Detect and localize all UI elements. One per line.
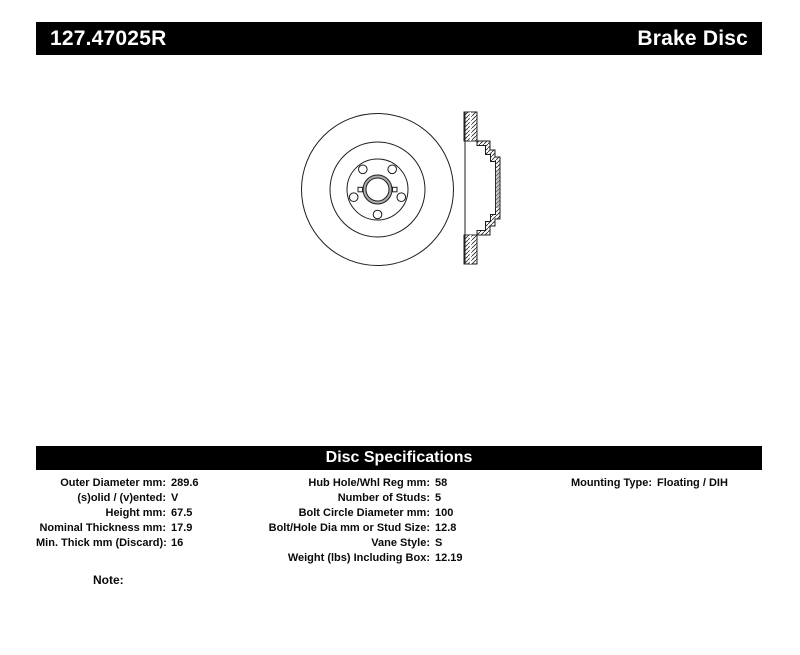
spec-label: Number of Studs:	[337, 492, 430, 504]
spec-label: Outer Diameter mm:	[60, 477, 166, 489]
page-header-bar	[36, 22, 762, 55]
spec-value: 67.5	[171, 507, 193, 519]
product-name: Brake Disc	[637, 26, 748, 50]
spec-value: S	[435, 537, 443, 549]
spec-row-weight	[140, 551, 463, 566]
spec-label: Min. Thick mm (Discard):	[36, 537, 167, 549]
spec-value: 17.9	[171, 522, 193, 534]
spec-label: Hub Hole/Whl Reg mm:	[308, 477, 430, 489]
spec-row-vane-style	[140, 536, 463, 551]
spec-value: 12.19	[435, 552, 463, 564]
spec-value: 58	[435, 477, 448, 489]
spec-label: Nominal Thickness mm:	[39, 522, 166, 534]
spec-value: 16	[171, 537, 184, 549]
brake-disc-front-view	[302, 114, 454, 266]
part-number: 127.47025R	[50, 26, 167, 50]
spec-label: Bolt Circle Diameter mm:	[298, 507, 430, 519]
spec-label: Vane Style:	[371, 537, 430, 549]
spec-row-mounting-type	[400, 476, 728, 491]
spec-value: 5	[435, 492, 442, 504]
spec-label: Bolt/Hole Dia mm or Stud Size:	[268, 522, 430, 534]
spec-section-title: Disc Specifications	[325, 449, 473, 466]
brake-disc-technical-drawing	[285, 85, 520, 285]
spec-value: Floating / DIH	[657, 477, 728, 489]
spec-label: (s)olid / (v)ented:	[77, 492, 166, 504]
spec-row-number-of-studs	[140, 491, 463, 506]
spec-value: V	[171, 492, 179, 504]
spec-label: Height mm:	[105, 507, 166, 519]
spec-value: 100	[435, 507, 454, 519]
spec-label: Weight (lbs) Including Box:	[287, 552, 430, 564]
spec-row-bolt-hole-dia	[140, 521, 463, 536]
spec-value: 289.6	[171, 477, 199, 489]
spec-column-right	[400, 476, 728, 491]
spec-label: Mounting Type:	[570, 477, 652, 489]
spec-row-bolt-circle	[140, 506, 463, 521]
spec-section-bar	[36, 446, 762, 470]
note-label: Note:	[93, 573, 124, 587]
spec-value: 12.8	[435, 522, 457, 534]
brake-disc-cross-section	[464, 112, 500, 264]
